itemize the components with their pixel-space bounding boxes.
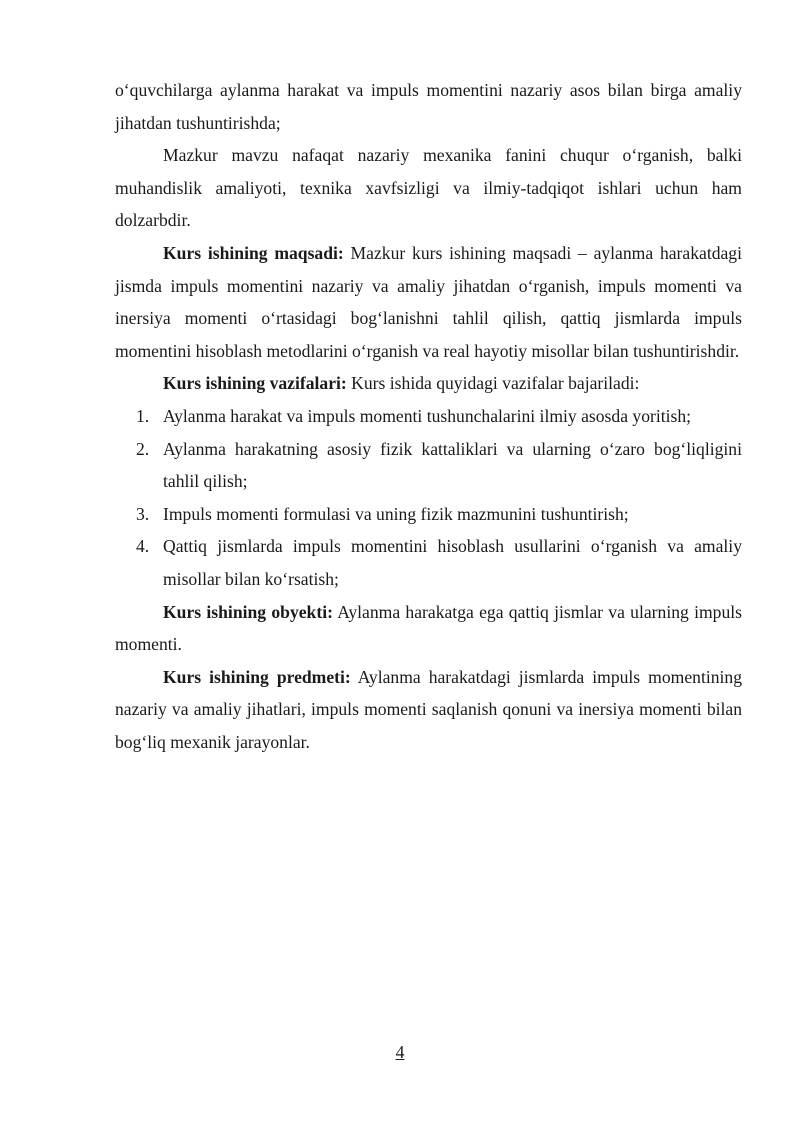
page-content (115, 74, 742, 758)
list-item (115, 498, 742, 531)
relevance-paragraph: Mazkur mavzu nafaqat nazariy mexanika fanini chuqur o‘rganish, balki muhandislik amaliyoti, texnika xavfsizligi va ilmiy-tadqiqot ishlari uchun ham dolzarbdir. (115, 145, 742, 231)
tasks-label: Kurs ishining vazifalari: (163, 373, 347, 394)
list-item-number: 4. (136, 536, 150, 557)
goal-text: Mazkur kurs ishining maqsadi – aylanma harakatdagi jismda impuls momentini nazariy va amaliy jihatdan o‘rganish, impuls momenti va inersiya momenti o‘rtasidagi bog‘lanishni tahlil qilish, qattiq jismlarda impuls momentini hisoblash metodlarini o‘rganish va real hayotiy misollar bilan tushuntirishdir. (115, 242, 742, 361)
intro-paragraph-continuation: o‘quvchilarga aylanma harakat va impuls momentini nazariy asos bilan birga amaliy jihatdan tushuntirishda; (115, 80, 742, 133)
tasks-intro-text: Kurs ishida quyidagi vazifalar bajariladi: (346, 373, 640, 394)
goal-paragraph (115, 237, 742, 367)
object-label: Kurs ishining obyekti: (163, 601, 333, 622)
goal-label: Kurs ishining maqsadi: (163, 242, 344, 263)
subject-paragraph (115, 661, 742, 759)
tasks-list (115, 400, 742, 596)
subject-text: Aylanma harakatdagi jismlarda impuls momentining nazariy va amaliy jihatlari, impuls momenti saqlanish qonuni va inersiya momenti bilan bog‘liq mexanik jarayonlar. (115, 666, 742, 752)
list-item-number: 2. (136, 438, 150, 459)
list-item (115, 433, 742, 498)
subject-label: Kurs ishining predmeti: (163, 666, 351, 687)
object-paragraph (115, 596, 742, 661)
list-item-text: Impuls momenti formulasi va uning fizik mazmunini tushuntirish; (163, 503, 629, 524)
list-item (115, 400, 742, 433)
list-item (115, 530, 742, 595)
list-item-text: Aylanma harakatning asosiy fizik kattaliklari va ularning o‘zaro bog‘liqligini tahlil qilish; (163, 438, 742, 492)
list-item-number: 1. (136, 405, 150, 426)
object-text: Aylanma harakatga ega qattiq jismlar va ularning impuls momenti. (115, 601, 743, 655)
list-item-text: Qattiq jismlarda impuls momentini hisoblash usullarini o‘rganish va amaliy misollar bilan ko‘rsatish; (163, 536, 742, 589)
list-item-number: 3. (136, 503, 150, 524)
list-item-text: Aylanma harakat va impuls momenti tushunchalarini ilmiy asosda yoritish; (163, 405, 692, 426)
tasks-paragraph (115, 367, 742, 400)
page-number: 4 (395, 1042, 405, 1062)
